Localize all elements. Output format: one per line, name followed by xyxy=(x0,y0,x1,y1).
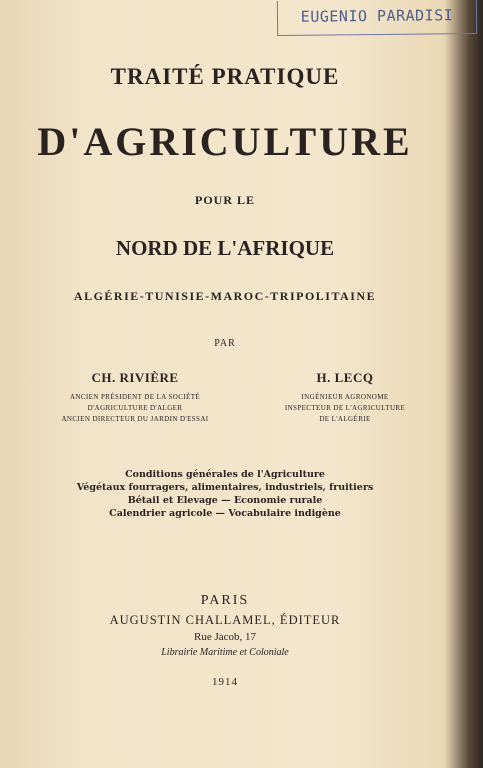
topic-line: Bétail et Elevage — Economie rurale xyxy=(127,495,323,506)
author-credential: INGÉNIEUR AGRONOME xyxy=(301,393,389,401)
imprint-city: PARIS xyxy=(200,593,250,608)
title-pour-le: POUR LE xyxy=(194,193,255,207)
imprint-address: Rue Jacob, 17 xyxy=(193,631,256,643)
by-label: PAR xyxy=(214,338,236,349)
author-credential: D'AGRICULTURE D'ALGER xyxy=(87,404,183,412)
owner-stamp: EUGENIO PARADISI xyxy=(277,0,477,36)
imprint-year: 1914 xyxy=(212,676,238,688)
author-credential: INSPECTEUR DE L'AGRICULTURE xyxy=(284,404,406,412)
topic-line: Conditions générales de l'Agriculture xyxy=(125,469,325,480)
author-block xyxy=(40,370,230,425)
title-main: D'AGRICULTURE xyxy=(37,119,413,164)
topics-list xyxy=(0,468,450,520)
author-credential: DE L'ALGÉRIE xyxy=(319,415,371,423)
author-name: H. LECQ xyxy=(316,370,374,385)
title-region: NORD DE L'AFRIQUE xyxy=(115,236,335,260)
author-name: CH. RIVIÈRE xyxy=(91,370,179,385)
topic-line: Calendrier agricole — Vocabulaire indigène xyxy=(109,508,341,519)
topic-line: Végétaux fourragers, alimentaires, industriels, fruitiers xyxy=(76,482,374,493)
title-countries: ALGÉRIE-TUNISIE-MAROC-TRIPOLITAINE xyxy=(73,289,377,303)
author-credential: ANCIEN DIRECTEUR DU JARDIN D'ESSAI xyxy=(61,415,209,423)
author-block xyxy=(260,370,430,425)
author-credential: ANCIEN PRÉSIDENT DE LA SOCIÉTÉ xyxy=(69,393,201,401)
imprint-library: Librairie Maritime et Coloniale xyxy=(161,647,289,658)
imprint-publisher: AUGUSTIN CHALLAMEL, ÉDITEUR xyxy=(109,613,341,627)
title-line-1: TRAITÉ PRATIQUE xyxy=(110,64,340,89)
